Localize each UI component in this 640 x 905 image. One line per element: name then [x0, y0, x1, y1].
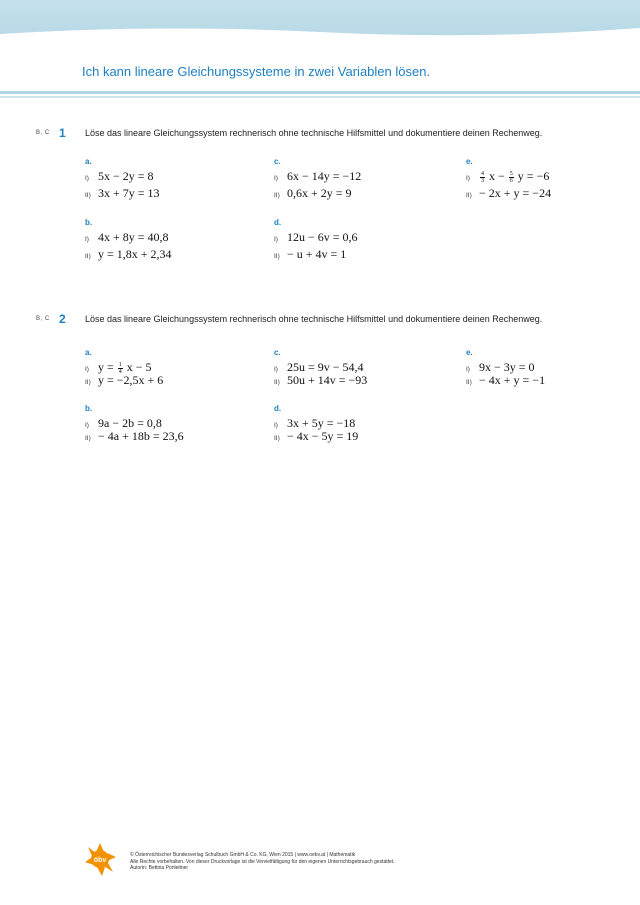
- equation: y = 1,8x + 2,34: [98, 247, 172, 261]
- top-band: [0, 0, 640, 40]
- equation: 6x − 14y = −12: [287, 169, 362, 183]
- part-label: e.: [466, 348, 473, 357]
- equation: $\frac{4}{3}$ x − $\frac{5}{6}$ y = −6: [481, 169, 550, 184]
- equation-row: [274, 360, 367, 373]
- part-label: a.: [85, 157, 92, 166]
- equation-row: [274, 230, 358, 247]
- roman-numeral: II): [274, 192, 280, 199]
- roman-numeral: II): [85, 253, 91, 260]
- roman-numeral: II): [466, 379, 472, 386]
- equation: 12u − 6v = 0,6: [287, 230, 358, 244]
- equation-row: [85, 416, 184, 429]
- heading-divider: [0, 91, 640, 94]
- task-instruction: Löse das lineare Gleichungssystem rechnerisch ohne technische Hilfsmittel und dokumentiere deinen Rechenweg.: [85, 128, 543, 138]
- page-heading: Ich kann lineare Gleichungssysteme in zwei Variablen lösen.: [82, 64, 431, 79]
- equation-row: [85, 169, 160, 186]
- part-label: b.: [85, 404, 93, 413]
- wave-decoration: [0, 20, 640, 40]
- equation: 4x + 8y = 40,8: [98, 230, 169, 244]
- equation-row: [85, 230, 172, 247]
- equation-row: [274, 373, 367, 386]
- roman-numeral: I): [85, 366, 89, 373]
- copyright-footer: [130, 852, 395, 872]
- equation: 3x + 7y = 13: [98, 186, 160, 200]
- roman-numeral: II): [274, 435, 280, 442]
- equation: 0,6x + 2y = 9: [287, 186, 352, 200]
- part-d: [274, 404, 358, 442]
- task-instruction: Löse das lineare Gleichungssystem rechnerisch ohne technische Hilfsmittel und dokumentiere deinen Rechenweg.: [85, 314, 543, 324]
- equation: − 4x + y = −1: [479, 373, 546, 387]
- equation: 5x − 2y = 8: [98, 169, 154, 183]
- part-e: [466, 157, 551, 203]
- heading-divider-secondary: [0, 96, 640, 98]
- roman-numeral: I): [85, 422, 89, 429]
- equation: 50u + 14v = −93: [287, 373, 368, 387]
- equation: y = $\frac{1}{4}$ x − 5: [98, 360, 152, 375]
- footer-line: Autorin: Bettina Ponleitner: [130, 865, 189, 871]
- equation: − 4x − 5y = 19: [287, 429, 359, 443]
- roman-numeral: I): [274, 236, 278, 243]
- roman-numeral: II): [274, 253, 280, 260]
- equation-row: [274, 429, 358, 442]
- part-a: [85, 348, 163, 386]
- equation: 25u = 9v − 54,4: [287, 360, 364, 374]
- equation-row: [466, 373, 545, 386]
- competence-tag: B, C: [36, 316, 50, 322]
- part-d: [274, 218, 358, 264]
- fraction: $\frac{1}{4}$: [118, 361, 122, 375]
- part-label: d.: [274, 218, 282, 227]
- task-number: 1: [59, 126, 66, 140]
- competence-tag: B, C: [36, 130, 50, 136]
- roman-numeral: II): [85, 435, 91, 442]
- equation: − 4a + 18b = 23,6: [98, 429, 184, 443]
- roman-numeral: II): [85, 192, 91, 199]
- part-c: [274, 157, 361, 203]
- roman-numeral: I): [274, 175, 278, 182]
- part-e: [466, 348, 545, 386]
- svg-text:öbv: öbv: [93, 857, 107, 864]
- footer-line: Alle Rechte vorbehalten. Von dieser Druckvorlage ist die Vervielfältigung für den eigenen Unterrichtsgebrauch gestattet.: [130, 858, 395, 865]
- roman-numeral: II): [274, 379, 280, 386]
- part-label: a.: [85, 348, 92, 357]
- roman-numeral: I): [274, 366, 278, 373]
- equation-row: [85, 247, 172, 264]
- roman-numeral: I): [85, 175, 89, 182]
- equation-row: [274, 169, 361, 186]
- footer-line: © Österreichischer Bundesverlag Schulbuch GmbH & Co. KG, Wien 2015 | www.oebv.at | Mathematik: [130, 852, 356, 858]
- equation-row: [274, 416, 358, 429]
- roman-numeral: II): [466, 192, 472, 199]
- equation-row: [466, 169, 551, 186]
- part-label: c.: [274, 348, 281, 357]
- roman-numeral: I): [466, 366, 470, 373]
- roman-numeral: I): [466, 175, 470, 182]
- part-label: e.: [466, 157, 473, 166]
- equation-row: [85, 360, 163, 373]
- part-b: [85, 218, 172, 264]
- roman-numeral: I): [85, 236, 89, 243]
- equation-row: [274, 247, 358, 264]
- equation: y = −2,5x + 6: [98, 373, 164, 387]
- equation: − u + 4v = 1: [287, 247, 347, 261]
- part-a: [85, 157, 160, 203]
- part-label: b.: [85, 218, 93, 227]
- equation: 9a − 2b = 0,8: [98, 416, 162, 430]
- part-label: d.: [274, 404, 282, 413]
- equation: 9x − 3y = 0: [479, 360, 535, 374]
- roman-numeral: I): [274, 422, 278, 429]
- equation-row: [85, 186, 160, 203]
- part-c: [274, 348, 367, 386]
- equation: 3x + 5y = −18: [287, 416, 356, 430]
- fraction: $\frac{5}{6}$: [509, 170, 513, 184]
- task-number: 2: [59, 312, 66, 326]
- publisher-logo: [83, 842, 119, 883]
- equation-row: [466, 360, 545, 373]
- equation-row: [85, 373, 163, 386]
- equation-row: [274, 186, 361, 203]
- equation-row: [85, 429, 184, 442]
- equation: − 2x + y = −24: [479, 186, 552, 200]
- roman-numeral: II): [85, 379, 91, 386]
- part-b: [85, 404, 184, 442]
- equation-row: [466, 186, 551, 203]
- fraction: $\frac{4}{3}$: [481, 170, 484, 184]
- part-label: c.: [274, 157, 281, 166]
